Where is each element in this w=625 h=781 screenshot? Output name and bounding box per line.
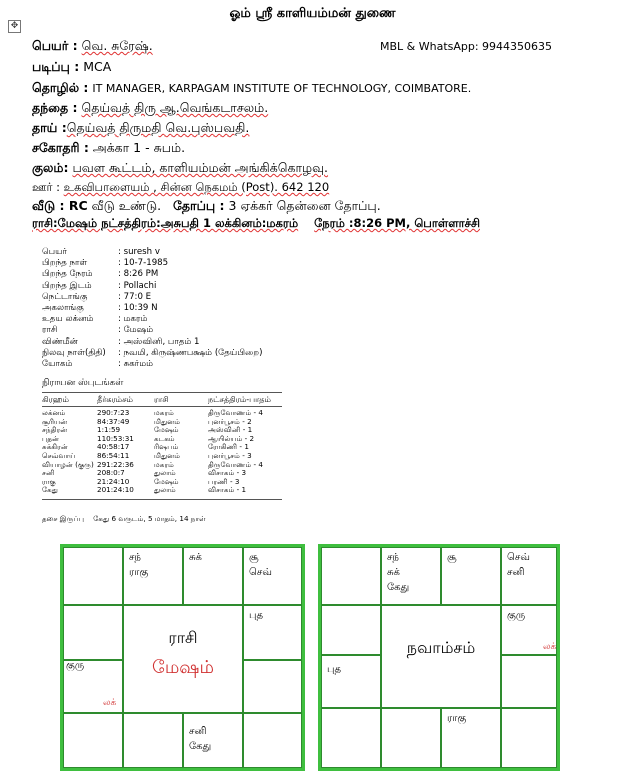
table-cell: திருவோணம் - 4	[208, 408, 263, 417]
table-cell: அஸ்வினி - 1	[208, 425, 253, 435]
table-cell: துலாம்	[154, 468, 176, 478]
birth-detail-key: பிறந்த நாள்	[42, 258, 88, 269]
clan-line	[32, 160, 328, 177]
table-cell: கேது	[42, 485, 58, 495]
birth-detail-key: நெட்டாங்கு	[42, 291, 88, 302]
divider	[42, 392, 282, 393]
navamsa-house: சூ	[441, 547, 501, 605]
rasi-house: சந் ராகு	[123, 547, 183, 605]
birth-detail-key: அகலாங்கு	[42, 302, 84, 313]
birth-detail-value: : suresh v	[118, 247, 160, 257]
table-cell: லக்னம்	[42, 408, 66, 417]
sibling-value: அக்கா 1 - சுபம்.	[92, 140, 186, 155]
house-line	[32, 198, 381, 215]
table-cell: புதன்	[42, 433, 60, 443]
navamsa-house	[321, 655, 381, 708]
birth-detail-row	[42, 247, 302, 258]
name-value: வெ. சுரேஷ்.	[81, 38, 153, 53]
table-cell: புனர்பூசம் - 2	[208, 416, 252, 426]
rasi-center	[123, 605, 243, 713]
rasi-house: புத	[243, 605, 302, 660]
education-line	[32, 59, 111, 76]
birth-detail-key: பிறந்த நேரம்	[42, 269, 93, 280]
navamsa-house	[321, 605, 381, 655]
table-cell: மேஷம்	[154, 476, 179, 486]
name-label: பெயர் :	[32, 38, 78, 53]
birth-detail-key: பிறந்த இடம்	[42, 280, 92, 291]
rasi-house	[243, 660, 302, 713]
birth-detail-row	[42, 281, 302, 292]
astro-line	[32, 216, 480, 232]
navamsa-house	[321, 547, 381, 605]
dasa-value: கேது 6 வருடம், 5 மாதம், 14 நாள்	[93, 514, 206, 523]
rasi-house: சூ செவ்	[243, 547, 302, 605]
navamsa-house: சந் சுக் கேது	[381, 547, 441, 605]
navamsa-house	[501, 655, 557, 708]
table-cell: மிதுனம்	[154, 450, 181, 460]
navamsa-budha: புத	[327, 664, 341, 675]
edu-value: MCA	[83, 59, 112, 74]
birth-detail-value: : சுகர்மம்	[118, 358, 154, 369]
town-value: உகவிபாளையம் , சின்ன நெகமம் (Post). 642 120	[63, 180, 330, 194]
rasi-house: சுக்	[183, 547, 243, 605]
planet-table-title: நிராயன ஸ்புடங்கள்	[42, 378, 124, 388]
mother-value: தெய்வத் திருமதி வெ.புஸ்பவதி.	[66, 120, 250, 135]
garden-label: தோப்பு :	[173, 198, 225, 213]
table-cell: 21:24:10	[97, 476, 130, 486]
table-cell: சனி	[42, 468, 55, 478]
rasi-house	[63, 547, 123, 605]
birth-detail-value: : 77:0 E	[118, 291, 152, 302]
navamsa-house: குரு	[501, 605, 557, 655]
birth-detail-row	[42, 325, 302, 336]
name-line	[32, 38, 153, 55]
birth-detail-row	[42, 258, 302, 269]
table-cell: துலாம்	[154, 485, 176, 495]
table-cell: மகரம்	[154, 459, 174, 469]
table-cell: திருவோணம் - 4	[208, 459, 263, 469]
rasi-guru: குரு	[66, 660, 85, 671]
birth-detail-key: ராசி	[42, 325, 58, 336]
birth-detail-value: : அஸ்வினி, பாதம் 1	[118, 336, 200, 347]
table-cell: 110:53:31	[97, 433, 134, 443]
col-header: ராசி	[154, 395, 169, 404]
birth-detail-row	[42, 303, 302, 314]
divider	[42, 499, 282, 500]
planet-table-body	[42, 409, 287, 499]
col-header: நட்சத்திரம்-பாதம்	[208, 395, 271, 404]
table-cell: விசாகம் - 1	[208, 485, 247, 495]
table-cell: மிதுனம்	[154, 416, 181, 426]
dasa-line	[42, 514, 206, 524]
birth-detail-value: : நவமி, கிருஷ்ணபக்ஷம் (தேய்பிறை)	[118, 347, 263, 358]
birth-detail-value: : மேஷம்	[118, 325, 154, 336]
navamsa-chart	[318, 544, 560, 771]
time-place: நேரம் :8:26 PM, பொள்ளாச்சி	[314, 216, 480, 230]
job-value: IT MANAGER, KARPAGAM INSTITUTE OF TECHNOLOGY, COIMBATORE.	[92, 82, 472, 95]
house-value: வீடு உண்டு.	[91, 198, 162, 213]
navamsa-rahu: ராகு	[447, 713, 467, 724]
navamsa-house: செவ் சனி	[501, 547, 557, 605]
table-cell: 201:24:10	[97, 485, 134, 495]
job-label: தொழில் :	[32, 80, 89, 95]
divider	[42, 406, 282, 407]
table-cell: ரோகிணி - 1	[208, 442, 249, 452]
birth-detail-row	[42, 337, 302, 348]
table-cell: ரிஷபம்	[154, 442, 179, 452]
birth-detail-row	[42, 348, 302, 359]
table-cell: ராகு	[42, 476, 56, 486]
birth-details	[42, 247, 302, 372]
navamsa-title: நவாம்சம்	[406, 638, 476, 657]
sibling-label: சகோதரி :	[32, 140, 89, 155]
rasi-house	[63, 605, 123, 660]
house-label: வீடு : RC	[32, 198, 88, 213]
col-header: தீர்கரம்சம்	[97, 395, 133, 404]
table-cell: சந்திரன்	[42, 425, 68, 435]
contact-text: MBL & WhatsApp: 9944350635	[380, 40, 553, 53]
rasi-house	[243, 713, 302, 768]
father-value: தெய்வத் திரு ஆ.வெங்கடாசலம்.	[81, 100, 269, 115]
navamsa-lagna: லக்	[543, 642, 557, 652]
birth-detail-row	[42, 269, 302, 280]
clan-label: குலம்:	[32, 160, 69, 175]
page-title: ஓம் ஸ்ரீ காளியம்மன் துணை	[229, 6, 396, 21]
navamsa-center	[381, 605, 501, 708]
sibling-line	[32, 140, 185, 157]
rasi-house	[123, 713, 183, 768]
birth-detail-value: : 8:26 PM	[118, 269, 159, 280]
navamsa-house	[321, 708, 381, 768]
table-cell: மேஷம்	[154, 425, 179, 435]
table-cell: விசாகம் - 3	[208, 468, 247, 478]
birth-detail-key: விண்மீன்	[42, 336, 78, 347]
birth-detail-value: : Pollachi	[118, 280, 157, 291]
table-cell: ஆயில்யம் - 2	[208, 433, 255, 443]
mother-label: தாய் :	[32, 120, 67, 135]
table-row	[42, 486, 287, 495]
astro-summary: ராசி:மேஷம் நட்சத்திரம்:அசுபதி 1 லக்கினம்:மகரம்	[32, 216, 299, 230]
table-cell: 290:7:23	[97, 408, 130, 417]
table-cell: புனர்பூசம் - 3	[208, 450, 252, 460]
table-cell: செவ்வாய்	[42, 450, 76, 460]
table-cell: பரணி - 3	[208, 476, 240, 486]
birth-detail-key: யோகம்	[42, 358, 73, 369]
birth-detail-row	[42, 314, 302, 325]
rasi-title: ராசி	[168, 628, 198, 647]
birth-detail-value: : மகரம்	[118, 314, 148, 325]
rasi-lagna: லக்	[103, 698, 117, 708]
birth-detail-key: நிலவு நாள்(திதி)	[42, 347, 106, 358]
col-header: கிரஹம்	[42, 395, 69, 404]
town-line	[32, 180, 329, 196]
table-move-handle-icon[interactable]: ✥	[8, 20, 21, 33]
table-cell: 208:0:7	[97, 468, 125, 478]
father-line	[32, 100, 268, 117]
birth-detail-value: : 10:39 N	[118, 302, 158, 313]
birth-detail-row	[42, 359, 302, 370]
table-cell: 291:22:36	[97, 459, 134, 469]
garden-value: 3 ஏக்கர் தென்னை தோப்பு.	[228, 198, 381, 213]
table-cell: வியாழன் (குரு)	[42, 459, 94, 469]
edu-label: படிப்பு :	[32, 59, 80, 74]
rasi-sign: மேஷம்	[152, 657, 214, 678]
birth-detail-key: பெயர்	[42, 247, 67, 257]
job-line	[32, 80, 471, 97]
dasa-label: தசை இருப்பு	[42, 514, 85, 523]
table-cell: சூரியன்	[42, 416, 68, 426]
rasi-house	[63, 713, 123, 768]
table-cell: சுக்கிரன்	[42, 442, 68, 452]
rasi-chart	[60, 544, 305, 771]
birth-detail-row	[42, 292, 302, 303]
table-cell: 86:54:11	[97, 450, 130, 460]
mother-line	[32, 120, 249, 137]
father-label: தந்தை :	[32, 100, 78, 115]
birth-detail-value: : 10-7-1985	[118, 258, 169, 269]
navamsa-house	[501, 708, 557, 768]
table-cell: மகரம்	[154, 408, 174, 417]
rasi-house: சனி கேது	[183, 713, 243, 768]
table-cell: 40:58:17	[97, 442, 130, 452]
birth-detail-key: உதய லக்னம்	[42, 314, 94, 325]
table-cell: 1:1:59	[97, 425, 121, 435]
table-cell: கடகம்	[154, 433, 175, 443]
town-label: ஊர் :	[32, 180, 61, 194]
table-cell: 84:37:49	[97, 416, 130, 426]
clan-value: பவள கூட்டம், காளியம்மன் அங்கிக்கொழவு.	[72, 160, 329, 175]
navamsa-house	[381, 708, 441, 768]
